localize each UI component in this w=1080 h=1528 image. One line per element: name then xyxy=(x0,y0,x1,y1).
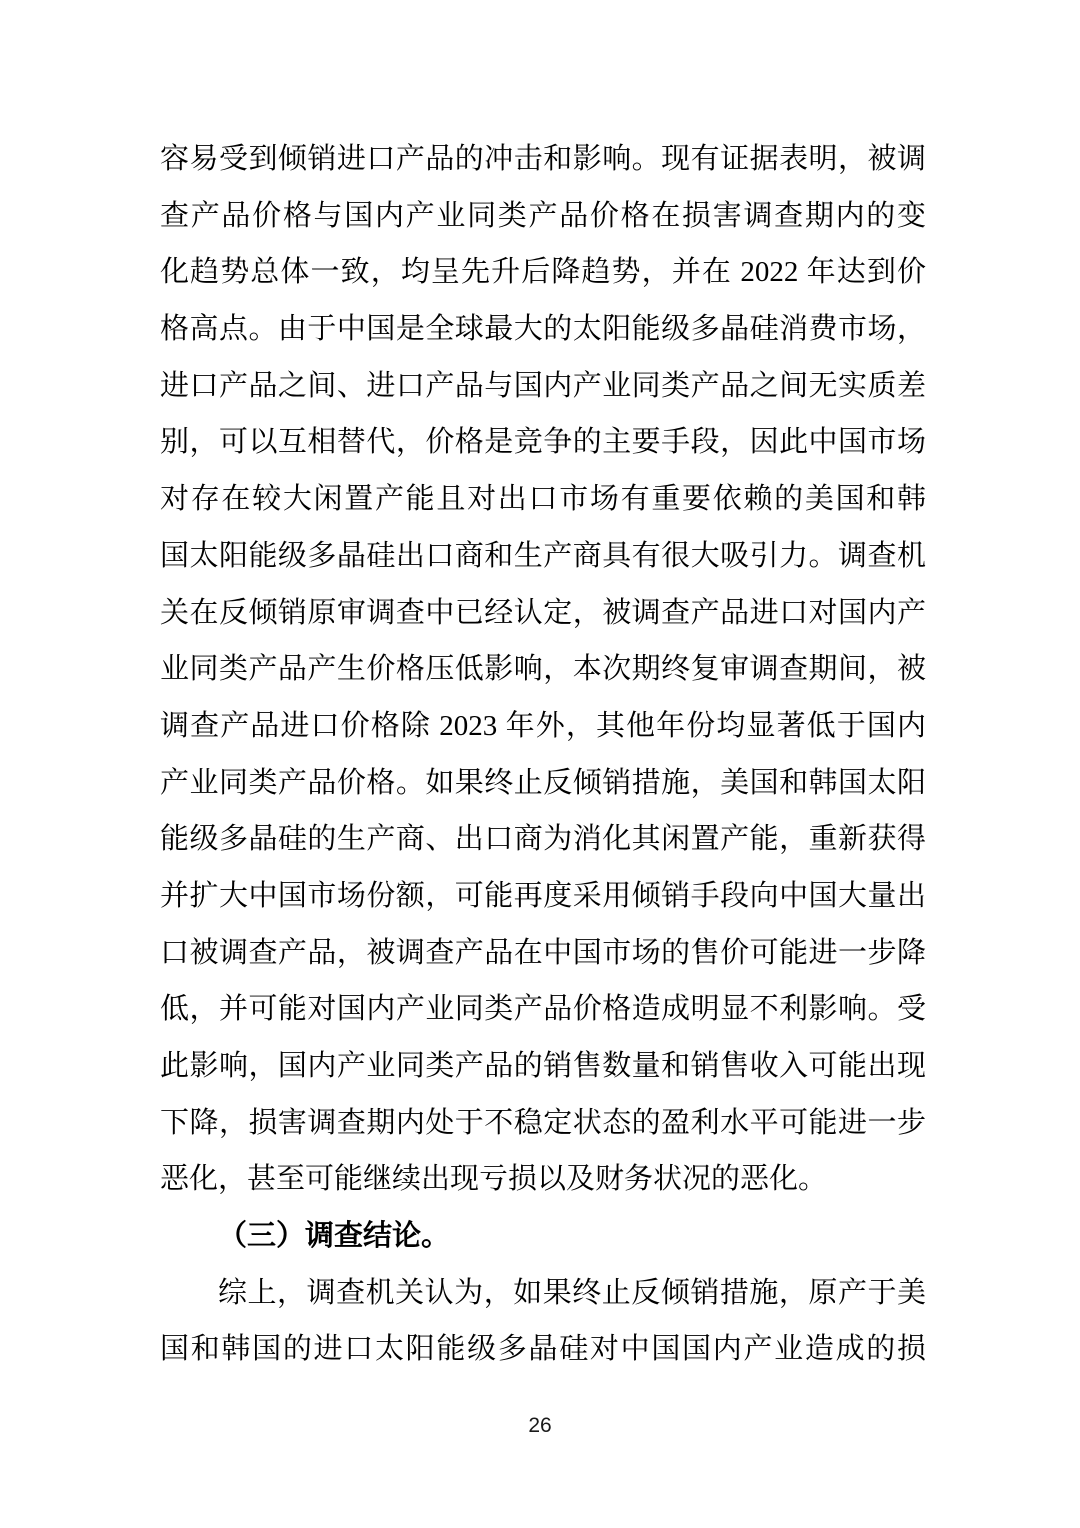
body-line: 调查产品进口价格除 2023 年外，其他年份均显著低于国内 xyxy=(160,709,926,742)
body-line-paragraph-end: 恶化，甚至可能继续出现亏损以及财务状况的恶化。 xyxy=(160,1163,828,1196)
page-number: 26 xyxy=(528,1414,552,1437)
body-line: 业同类产品产生价格压低影响，本次期终复审调查期间，被 xyxy=(160,653,926,686)
document-body xyxy=(160,131,926,1378)
body-line: 进口产品之间、进口产品与国内产业同类产品之间无实质差 xyxy=(160,369,926,402)
body-line: 国太阳能级多晶硅出口商和生产商具有很大吸引力。调查机 xyxy=(160,539,926,572)
body-line-paragraph-start: 综上，调查机关认为，如果终止反倾销措施，原产于美 xyxy=(218,1276,926,1309)
section-heading: （三）调查结论。 xyxy=(218,1220,451,1253)
body-line: 容易受到倾销进口产品的冲击和影响。现有证据表明，被调 xyxy=(160,143,926,175)
body-line: 查产品价格与国内产业同类产品价格在损害调查期内的变 xyxy=(160,199,926,232)
body-line: 对存在较大闲置产能且对出口市场有重要依赖的美国和韩 xyxy=(160,483,926,516)
body-line: 低，并可能对国内产业同类产品价格造成明显不利影响。受 xyxy=(160,993,926,1026)
body-line: 能级多晶硅的生产商、出口商为消化其闲置产能，重新获得 xyxy=(160,823,926,856)
body-line: 下降，损害调查期内处于不稳定状态的盈利水平可能进一步 xyxy=(160,1106,926,1139)
body-line: 化趋势总体一致，均呈先升后降趋势，并在 2022 年达到价 xyxy=(160,256,926,289)
body-line: 并扩大中国市场份额，可能再度采用倾销手段向中国大量出 xyxy=(160,879,926,912)
body-line: 关在反倾销原审调查中已经认定，被调查产品进口对国内产 xyxy=(160,596,926,629)
body-line: 别，可以互相替代，价格是竞争的主要手段，因此中国市场 xyxy=(160,426,926,459)
body-line: 国和韩国的进口太阳能级多晶硅对中国国内产业造成的损 xyxy=(160,1333,926,1366)
body-line: 格高点。由于中国是全球最大的太阳能级多晶硅消费市场， xyxy=(160,313,926,346)
body-line: 口被调查产品，被调查产品在中国市场的售价可能进一步降 xyxy=(160,936,926,969)
body-line: 此影响，国内产业同类产品的销售数量和销售收入可能出现 xyxy=(160,1050,926,1082)
body-line: 产业同类产品价格。如果终止反倾销措施，美国和韩国太阳 xyxy=(160,766,926,799)
